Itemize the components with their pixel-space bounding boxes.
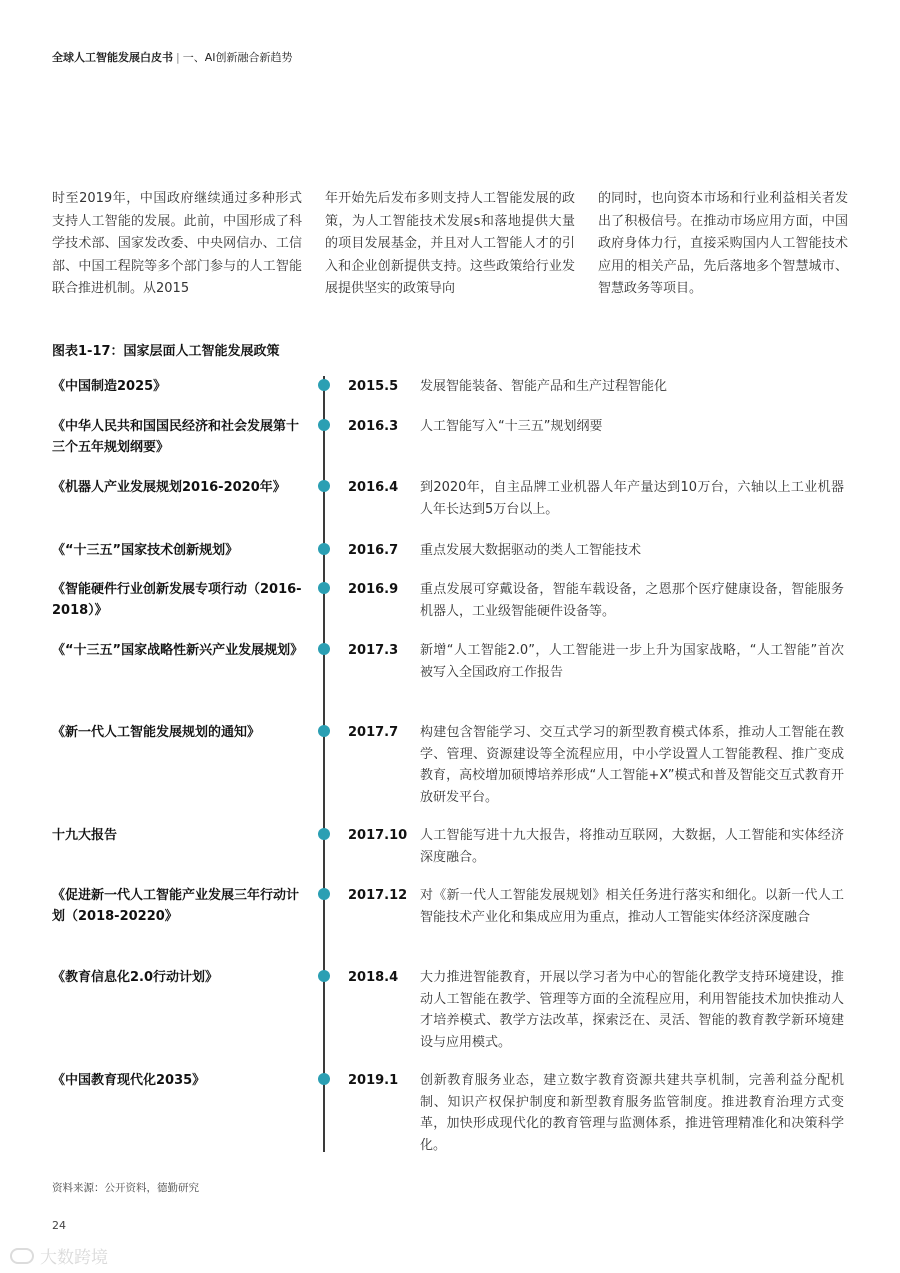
policy-date: 2017.3 <box>348 643 399 658</box>
timeline-dot <box>318 828 330 840</box>
watermark-text: 大数跨境 <box>40 1248 108 1268</box>
policy-description: 大力推进智能教育，开展以学习者为中心的智能化教学支持环境建设，推动人工智能在教学、管理等方面的全流程应用，利用智能技术加快推动人才培养模式、教学方法改革，探索泛在、灵活、智能的教育教学新环境建设与应用模式。 <box>420 970 844 1050</box>
timeline-dot <box>318 725 330 737</box>
timeline-dot <box>318 643 330 655</box>
timeline-dot <box>318 419 330 431</box>
policy-description: 人工智能写入“十三五”规划纲要 <box>420 419 603 434</box>
policy-date: 2018.4 <box>348 970 399 985</box>
timeline-dot <box>318 379 330 391</box>
header-separator: | <box>176 51 180 64</box>
policy-description: 重点发展大数据驱动的类人工智能技术 <box>420 543 642 558</box>
timeline-dot <box>318 480 330 492</box>
timeline-axis <box>323 376 325 1152</box>
policy-name: 《中国制造2025》 <box>52 379 167 394</box>
timeline-dot <box>318 1073 330 1085</box>
policy-name: 《“十三五”国家战略性新兴产业发展规划》 <box>52 643 304 658</box>
policy-description: 发展智能装备、智能产品和生产过程智能化 <box>420 379 668 394</box>
policy-name: 《中国教育现代化2035》 <box>52 1073 206 1088</box>
policy-date: 2016.9 <box>348 582 399 597</box>
policy-name: 《“十三五”国家技术创新规划》 <box>52 543 239 558</box>
policy-name: 《中华人民共和国国民经济和社会发展第十三个五年规划纲要》 <box>52 419 300 455</box>
policy-name: 《教育信息化2.0行动计划》 <box>52 970 219 985</box>
watermark <box>10 1243 108 1268</box>
intro-text <box>52 188 848 301</box>
policy-description: 构建包含智能学习、交互式学习的新型教育模式体系，推动人工智能在教学、管理、资源建设等全流程应用，中小学设置人工智能教程、推广变成教育，高校增加硕博培养形成“人工智能+X”模式和普及智能交互式教育开放研发平台。 <box>420 725 844 805</box>
policy-date: 2016.4 <box>348 480 399 495</box>
policy-description: 新增“人工智能2.0”，人工智能进一步上升为国家战略，“人工智能”首次被写入全国政府工作报告 <box>420 643 844 680</box>
policy-name: 《智能硬件行业创新发展专项行动（2016-2018）》 <box>52 582 302 618</box>
policy-date: 2017.10 <box>348 828 408 843</box>
book-title: 全球人工智能发展白皮书 <box>52 51 173 64</box>
policy-description: 创新教育服务业态，建立数字教育资源共建共享机制，完善利益分配机制、知识产权保护制度和新型教育服务监管制度。推进教育治理方式变革，加快形成现代化的教育管理与监测体系，推进管理精准化和决策科学化。 <box>420 1073 844 1153</box>
policy-date: 2019.1 <box>348 1073 399 1088</box>
policy-description: 对《新一代人工智能发展规划》相关任务进行落实和细化。以新一代人工智能技术产业化和集成应用为重点，推动人工智能实体经济深度融合 <box>420 888 844 925</box>
timeline-dot <box>318 543 330 555</box>
intro-column-2: 年开始先后发布多则支持人工智能发展的政策，为人工智能技术发展s和落地提供大量的项目发展基金，并且对人工智能人才的引入和企业创新提供支持。这些政策给行业发展提供坚实的政策导向 <box>325 191 575 296</box>
figure-title: 图表1-17：国家层面人工智能发展政策 <box>52 344 280 359</box>
policy-description: 重点发展可穿戴设备，智能车载设备，之恩那个医疗健康设备，智能服务机器人，工业级智能硬件设备等。 <box>420 582 844 619</box>
policy-name: 《促进新一代人工智能产业发展三年行动计划（2018-20220》 <box>52 888 300 924</box>
running-header <box>52 49 293 65</box>
policy-description: 到2020年，自主品牌工业机器人年产量达到10万台，六轴以上工业机器人年长达到5万台以上。 <box>420 480 844 517</box>
page-number: 24 <box>52 1219 66 1232</box>
policy-date: 2016.7 <box>348 543 399 558</box>
intro-column-3: 的同时，也向资本市场和行业利益相关者发出了积极信号。在推动市场应用方面，中国政府身体力行，直接采购国内人工智能技术应用的相关产品，先后落地多个智慧城市、智慧政务等项目。 <box>598 191 848 296</box>
policy-description: 人工智能写进十九大报告，将推动互联网，大数据，人工智能和实体经济深度融合。 <box>420 828 844 865</box>
watermark-logo-icon <box>10 1248 34 1264</box>
policy-date: 2016.3 <box>348 419 399 434</box>
intro-column-1: 时至2019年，中国政府继续通过多种形式支持人工智能的发展。此前，中国形成了科学技术部、国家发改委、中央网信办、工信部、中国工程院等多个部门参与的人工智能联合推进机制。从2015 <box>52 191 302 296</box>
source-note: 资料来源：公开资料，德勤研究 <box>52 1182 199 1194</box>
policy-date: 2017.12 <box>348 888 408 903</box>
timeline-dot <box>318 582 330 594</box>
policy-date: 2015.5 <box>348 379 399 394</box>
policy-date: 2017.7 <box>348 725 399 740</box>
section-title: 一、AI创新融合新趋势 <box>182 51 293 64</box>
policy-name: 《新一代人工智能发展规划的通知》 <box>52 725 261 740</box>
policy-name: 《机器人产业发展规划2016-2020年》 <box>52 480 286 495</box>
timeline-dot <box>318 970 330 982</box>
timeline-dot <box>318 888 330 900</box>
policy-name: 十九大报告 <box>52 828 118 843</box>
